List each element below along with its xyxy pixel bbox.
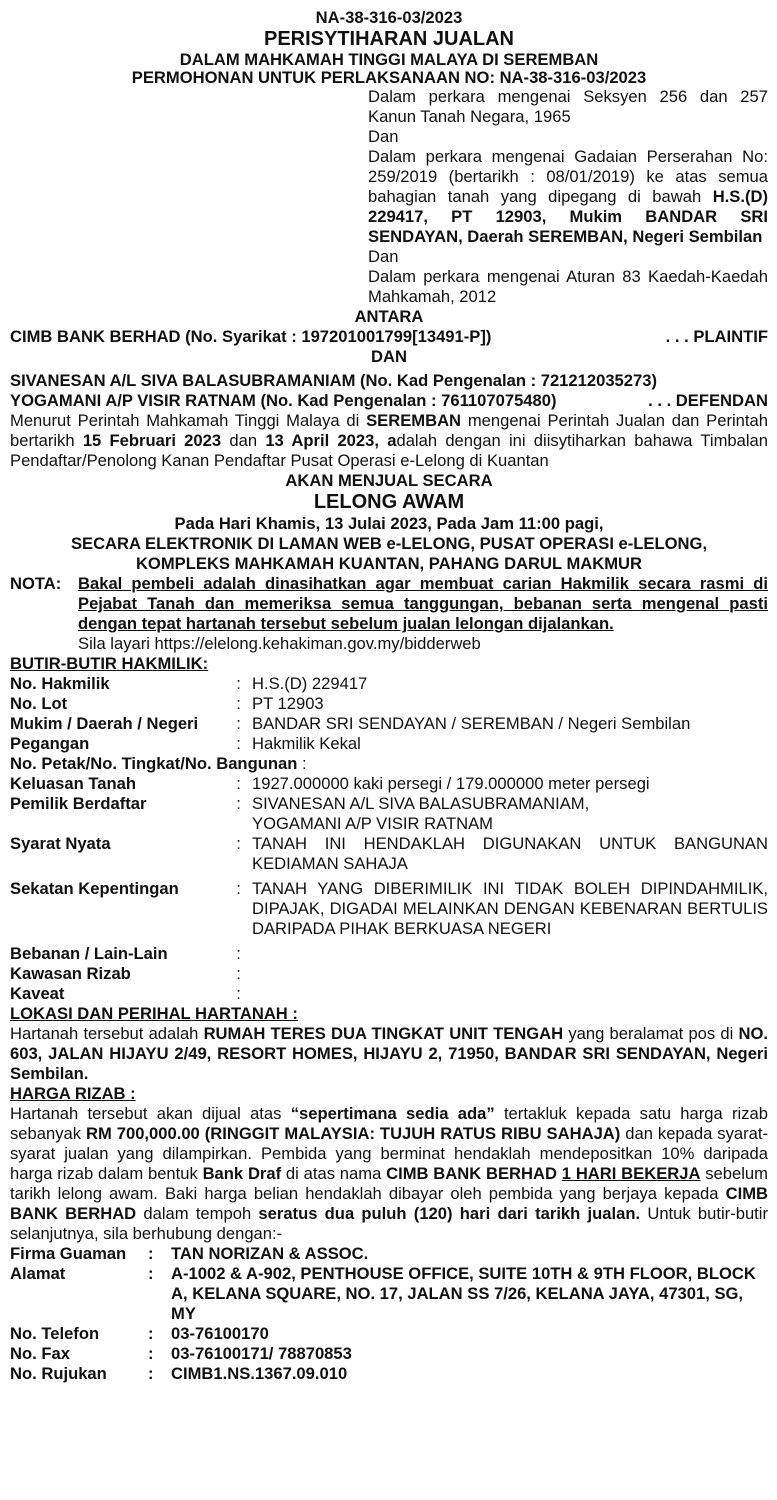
title-sep: :	[236, 794, 241, 813]
plaintiff-role: . . . PLAINTIF	[665, 327, 768, 346]
reserve-paragraph	[10, 1104, 768, 1244]
nota-text: Bakal pembeli adalah dinasihatkan agar membuat carian Hakmilik secara rasmi di Pejabat Tanah dan memeriksa semua tanggungan, bebanan serta mengenal pasti dengan tepat hartanah tersebut sebelum jualan lelongan dijalankan.	[78, 574, 768, 633]
title-row	[10, 984, 768, 1004]
defendant-2: YOGAMANI A/P VISIR RATNAM (No. Kad Pengenalan : 761107075480)	[10, 391, 557, 410]
matter-separator: Dan	[368, 247, 399, 266]
title-value	[252, 984, 768, 1004]
matter-charge-text: Dalam perkara mengenai Gadaian Perserahan No: 259/2019 (bertarikh : 08/01/2019) ke atas semua bahagian tanah yang dipegang di bawah	[368, 147, 768, 206]
reserve-text: dalam tempoh	[136, 1204, 259, 1223]
title-row	[10, 964, 768, 984]
contact-key: Firma Guaman	[10, 1244, 127, 1263]
will-sell-label: AKAN MENJUAL SECARA	[285, 471, 493, 490]
title-value	[252, 964, 768, 984]
court-order-paragraph	[10, 411, 768, 471]
title-key: Kaveat	[10, 984, 65, 1003]
title-row	[10, 714, 768, 734]
contact-sep: :	[148, 1344, 154, 1363]
title-row	[10, 774, 768, 794]
reserve-heading: HARGA RIZAB :	[10, 1084, 136, 1103]
title-key: Bebanan / Lain-Lain	[10, 944, 168, 963]
title-row	[10, 694, 768, 714]
case-reference: NA-38-316-03/2023	[315, 8, 463, 27]
defendant-1: SIVANESAN A/L SIVA BALASUBRAMANIAM (No. Kad Pengenalan : 721212035273)	[10, 371, 657, 390]
title-value: Hakmilik Kekal	[252, 734, 361, 753]
title-row	[10, 674, 768, 694]
petak-sep: :	[297, 754, 307, 773]
contact-key: No. Rujukan	[10, 1364, 107, 1383]
contact-value: CIMB1.NS.1367.09.010	[171, 1364, 348, 1383]
dan-label: DAN	[371, 347, 407, 366]
auction-datetime: Pada Hari Khamis, 13 Julai 2023, Pada Jam 11:00 pagi,	[174, 514, 604, 533]
defendant-row	[10, 391, 768, 411]
reserve-text: Hartanah tersebut akan dijual atas	[10, 1104, 291, 1123]
reserve-text: tertakluk kepada satu harga rizab sebanyak	[10, 1104, 768, 1143]
title-key: Keluasan Tanah	[10, 774, 137, 793]
title-key: Kawasan Rizab	[10, 964, 131, 983]
location-text: Hartanah tersebut adalah	[10, 1024, 204, 1043]
contact-value: 03-76100170	[171, 1324, 269, 1343]
title-details-heading: BUTIR-BUTIR HAKMILIK:	[10, 654, 209, 673]
title-row	[10, 944, 768, 964]
title-sep: :	[236, 674, 241, 693]
reserve-price: RM 700,000.00 (RINGGIT MALAYSIA: TUJUH RATUS RIBU SAHAJA)	[85, 1124, 621, 1143]
contact-key: No. Fax	[10, 1344, 70, 1363]
title-key: Sekatan Kepentingan	[10, 879, 179, 898]
order-date-1: 15 Februari 2023	[82, 431, 222, 450]
plaintiff-row	[10, 327, 768, 347]
order-text: dalah dengan ini diisytiharkan bahawa Timbalan Pendaftar/Penolong Kanan Pendaftar Pusat Operasi e-Lelong di Kuantan	[10, 431, 768, 470]
reserve-bold: “sepertimana sedia ada”	[290, 1104, 495, 1123]
document-title: PERISYTIHARAN JUALAN	[263, 28, 515, 50]
reserve-text: sebelum tarikh lelong awam. Baki harga belian hendaklah dibayar oleh pembida yang berjaya kepada	[10, 1164, 768, 1203]
contact-row	[10, 1364, 768, 1384]
property-type: RUMAH TERES DUA TINGKAT UNIT TENGAH	[203, 1024, 564, 1043]
reserve-deadline: 1 HARI BEKERJA	[561, 1164, 701, 1183]
order-text: Menurut Perintah Mahkamah Tinggi Malaya di	[10, 411, 367, 430]
title-row	[10, 734, 768, 754]
title-row	[10, 834, 768, 874]
contact-value: A-1002 & A-902, PENTHOUSE OFFICE, SUITE 10TH & 9TH FLOOR, BLOCK A, KELANA SQUARE, NO. 17, JALAN SS 7/26, KELANA JAYA, 47301, SG, MY	[171, 1264, 756, 1323]
defendant-role: . . . DEFENDAN	[648, 391, 768, 410]
application-number: PERMOHONAN UNTUK PERLAKSANAAN NO: NA-38-316-03/2023	[131, 68, 647, 87]
title-value	[252, 794, 768, 834]
petak-row	[10, 754, 768, 774]
petak-key: No. Petak/No. Tingkat/No. Bangunan	[10, 754, 298, 773]
location-text: yang beralamat pos di	[563, 1024, 739, 1043]
title-key: Pemilik Berdaftar	[10, 794, 147, 813]
title-sep: :	[236, 879, 241, 898]
owner-2: YOGAMANI A/P VISIR RATNAM	[252, 814, 493, 833]
title-value: TANAH YANG DIBERIMILIK INI TIDAK BOLEH DIPINDAHMILIK, DIPAJAK, DIGADAI MELAINKAN DENGAN KEBENARAN BERTULIS DARIPADA PIHAK BERKUASA NEGERI	[252, 879, 768, 938]
title-value: PT 12903	[252, 694, 324, 713]
order-text: mengenai Perintah Jualan dan Perintah bertarikh	[10, 411, 768, 450]
title-sep: :	[236, 734, 241, 753]
title-row	[10, 879, 768, 939]
reserve-bold: Bank Draf	[202, 1164, 282, 1183]
order-court-location: SEREMBAN	[366, 411, 462, 430]
contact-key: Alamat	[10, 1264, 66, 1283]
contact-row	[10, 1264, 768, 1324]
title-value: BANDAR SRI SENDAYAN / SEREMBAN / Negeri Sembilan	[252, 714, 691, 733]
contact-row	[10, 1344, 768, 1364]
matter-charge	[368, 147, 768, 247]
title-details-rows-2	[10, 774, 768, 1004]
contact-value: 03-76100171/ 78870853	[171, 1344, 352, 1363]
property-address: NO. 603, JALAN HIJAYU 2/49, RESORT HOMES, HIJAYU 2, 71950, BANDAR SRI SENDAYAN, Negeri Sembilan.	[10, 1024, 768, 1083]
title-sep: :	[236, 834, 241, 853]
contact-sep: :	[148, 1364, 154, 1383]
reserve-bold: seratus dua puluh (120) hari dari tarikh jualan.	[258, 1204, 641, 1223]
matter-court-rules: Dalam perkara mengenai Aturan 83 Kaedah-Kaedah Mahkamah, 2012	[368, 267, 768, 306]
title-sep: :	[236, 714, 241, 733]
title-value	[252, 944, 768, 964]
title-sep: :	[236, 964, 241, 983]
title-row	[10, 794, 768, 834]
matters-block	[368, 87, 768, 307]
contact-row	[10, 1244, 768, 1264]
title-key: Syarat Nyata	[10, 834, 111, 853]
bidder-website-link[interactable]: Sila layari https://elelong.kehakiman.gov.my/bidderweb	[78, 634, 481, 653]
contact-row	[10, 1324, 768, 1344]
title-value: TANAH INI HENDAKLAH DIGUNAKAN UNTUK BANGUNAN KEDIAMAN SAHAJA	[252, 834, 768, 873]
antara-label: ANTARA	[354, 307, 424, 326]
public-auction-title: LELONG AWAM	[313, 491, 465, 513]
plaintiff-name: CIMB BANK BERHAD (No. Syarikat : 197201001799[13491-P])	[10, 327, 492, 346]
title-key: No. Hakmilik	[10, 674, 110, 693]
order-date-2: 13 April 2023, a	[265, 431, 397, 450]
title-value: H.S.(D) 229417	[252, 674, 368, 693]
title-key: No. Lot	[10, 694, 68, 713]
matter-land-code: Dalam perkara mengenai Seksyen 256 dan 257 Kanun Tanah Negara, 1965	[368, 87, 768, 126]
owner-1: SIVANESAN A/L SIVA BALASUBRAMANIAM,	[252, 794, 590, 813]
contact-sep: :	[148, 1264, 154, 1283]
reserve-text: dan kepada syarat-syarat jualan yang dilampirkan. Pembida yang berminat hendaklah mendepositkan 10% daripada harga rizab dalam bentuk	[10, 1124, 768, 1183]
reserve-text: Untuk butir-butir selanjutnya, sila berhubung dengan:-	[10, 1204, 768, 1243]
contact-key: No. Telefon	[10, 1324, 100, 1343]
contact-sep: :	[148, 1324, 154, 1343]
contact-value: TAN NORIZAN & ASSOC.	[171, 1244, 369, 1263]
title-sep: :	[236, 944, 241, 963]
location-paragraph	[10, 1024, 768, 1084]
reserve-bold: CIMB BANK BERHAD	[10, 1184, 768, 1223]
contact-sep: :	[148, 1244, 154, 1263]
order-text: dan	[221, 431, 266, 450]
contact-block	[10, 1244, 768, 1384]
title-sep: :	[236, 774, 241, 793]
title-details-rows-1	[10, 674, 768, 754]
title-sep: :	[236, 984, 241, 1003]
location-heading: LOKASI DAN PERIHAL HARTANAH :	[10, 1004, 298, 1023]
nota-block	[10, 574, 768, 654]
title-key: Pegangan	[10, 734, 90, 753]
nota-label: NOTA:	[10, 574, 62, 593]
title-sep: :	[236, 694, 241, 713]
reserve-text: di atas nama	[281, 1164, 387, 1183]
auction-venue-line-1: SECARA ELEKTRONIK DI LAMAN WEB e-LELONG, PUSAT OPERASI e-LELONG,	[70, 534, 708, 553]
title-key: Mukim / Daerah / Negeri	[10, 714, 199, 733]
reserve-bold: CIMB BANK BERHAD	[386, 1164, 557, 1183]
auction-venue-line-2: KOMPLEKS MAHKAMAH KUANTAN, PAHANG DARUL MAKMUR	[135, 554, 643, 573]
title-value: 1927.000000 kaki persegi / 179.000000 meter persegi	[252, 774, 650, 793]
court-name: DALAM MAHKAMAH TINGGI MALAYA DI SEREMBAN	[179, 50, 599, 69]
matter-separator: Dan	[368, 127, 399, 146]
matter-charge-title: H.S.(D) 229417, PT 12903, Mukim BANDAR SRI SENDAYAN, Daerah SEREMBAN, Negeri Sembilan	[368, 187, 768, 246]
